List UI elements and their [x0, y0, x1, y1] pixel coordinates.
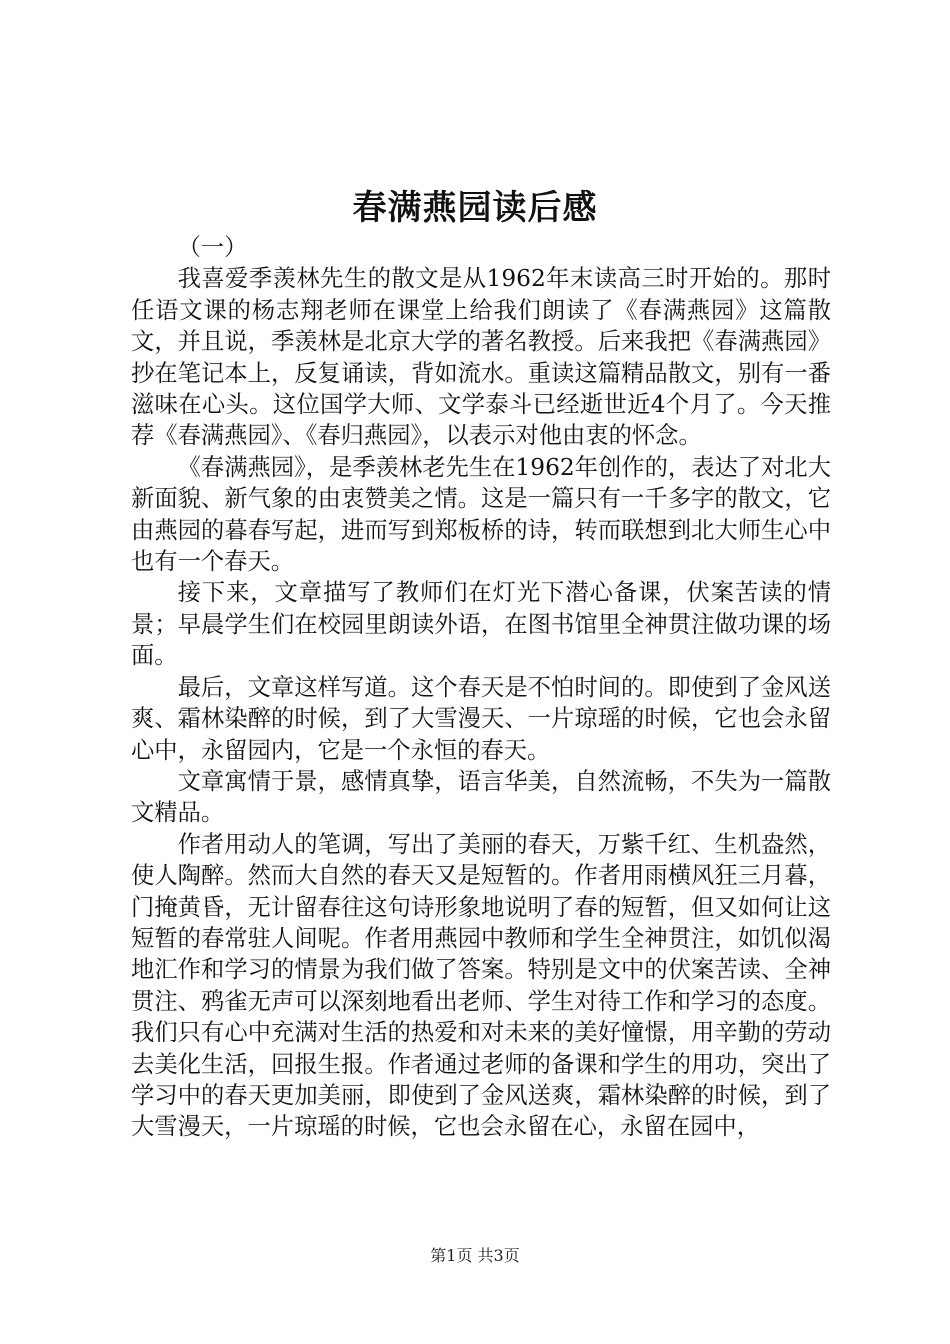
- paragraph: 我喜爱季羡林先生的散文是从1962年末读高三时开始的。那时任语文课的杨志翔老师在课堂上给我们朗读了《春满燕园》这篇散文，并且说，季羡林是北京大学的著名教授。后来我把《春满燕园》抄在笔记本上，反复诵读，背如流水。重读这篇精品散文，别有一番滋味在心头。这位国学大师、文学泰斗已经逝世近4个月了。今天推荐《春满燕园》、《春归燕园》，以表示对他由衷的怀念。: [131, 265, 831, 450]
- document-body: [131, 232, 831, 1143]
- paragraph: 《春满燕园》，是季羡林老先生在1962年创作的，表达了对北大新面貌、新气象的由衷赞美之情。这是一篇只有一千多字的散文，它由燕园的暮春写起，进而写到郑板桥的诗，转而联想到北大师生心中也有一个春天。: [131, 453, 831, 576]
- paragraph: 最后，文章这样写道。这个春天是不怕时间的。即使到了金风送爽、霜林染醉的时候，到了大雪漫天、一片琼瑶的时候，它也会永留心中，永留园内，它是一个永恒的春天。: [131, 673, 831, 764]
- section-heading: （一）: [177, 234, 248, 261]
- paragraph: 作者用动人的笔调，写出了美丽的春天，万紫千红、生机盎然，使人陶醉。然而大自然的春天又是短暂的。作者用雨横风狂三月暮，门掩黄昏，无计留春往这句诗形象地说明了春的短暂，但又如何让这短暂的春常驻人间呢。作者用燕园中教师和学生全神贯注，如饥似渴地汇作和学习的情景为我们做了答案。特别是文中的伏案苦读、全神贯注、鸦雀无声可以深刻地看出老师、学生对待工作和学习的态度。我们只有心中充满对生活的热爱和对未来的美好憧憬，用辛勤的劳动去美化生活，回报生报。作者通过老师的备课和学生的用功，突出了学习中的春天更加美丽，即使到了金风送爽，霜林染醉的时候，到了大雪漫天，一片琼瑶的时候，它也会永留在心，永留在园中，: [131, 830, 831, 1141]
- paragraph: 文章寓情于景，感情真挚，语言华美，自然流畅，不失为一篇散文精品。: [131, 767, 831, 827]
- page-footer: 第1页 共3页: [430, 1246, 520, 1265]
- document-title: 春满燕园读后感: [352, 188, 598, 228]
- paragraph: 接下来，文章描写了教师们在灯光下潜心备课，伏案苦读的情景；早晨学生们在校园里朗读外语，在图书馆里全神贯注做功课的场面。: [131, 579, 831, 670]
